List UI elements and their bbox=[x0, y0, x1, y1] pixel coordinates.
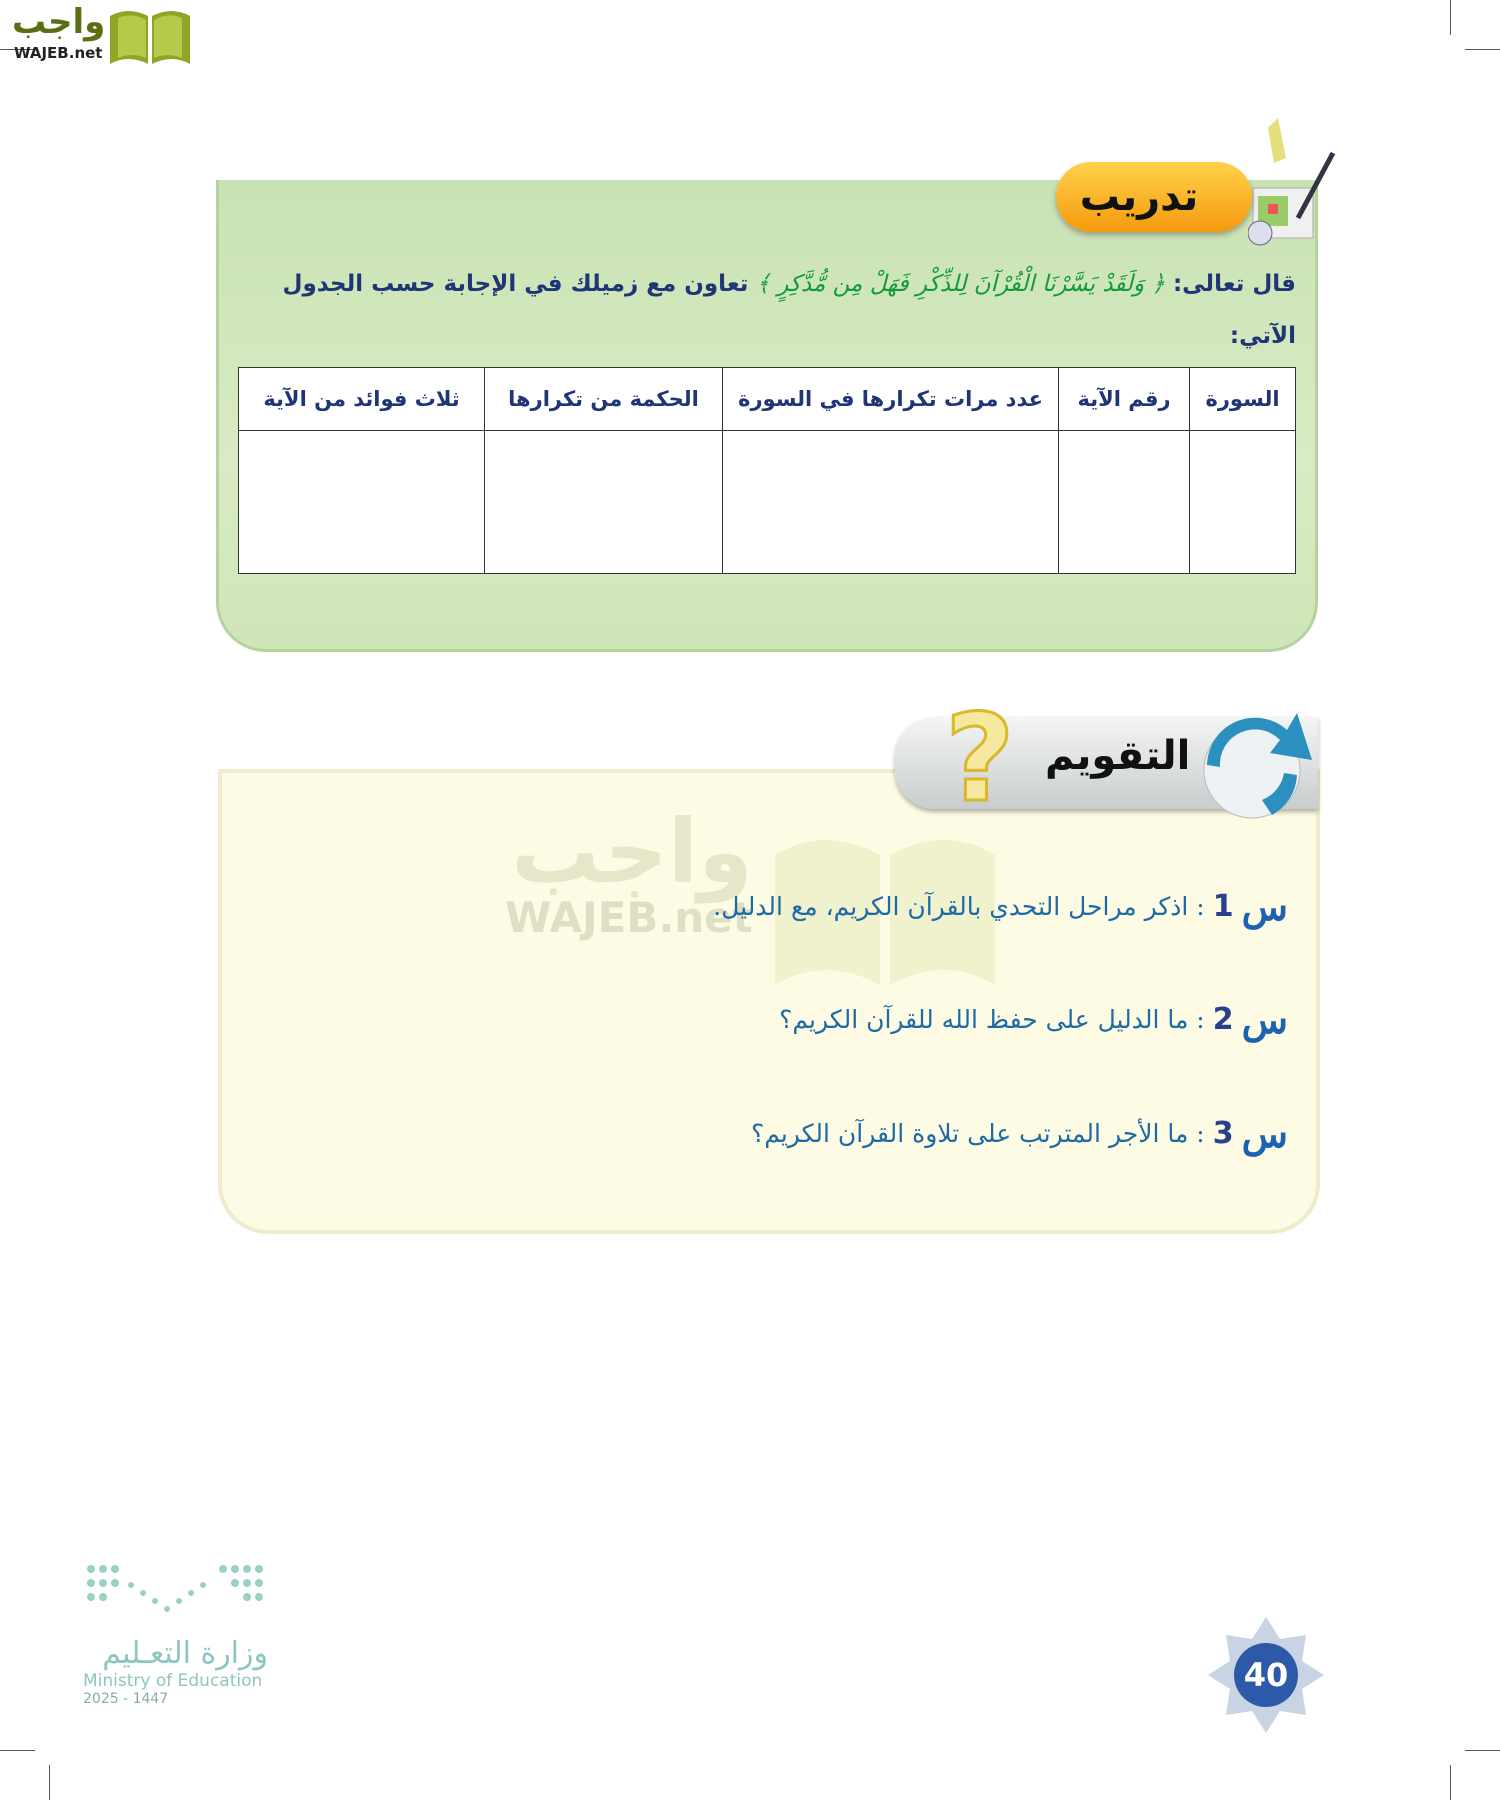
question-1 bbox=[713, 884, 1288, 929]
question-number: 3 bbox=[1212, 1116, 1234, 1151]
training-table bbox=[238, 367, 1296, 574]
page-number-badge bbox=[1208, 1617, 1324, 1733]
training-title: تدريب bbox=[1079, 174, 1199, 220]
question-text: : ما الأجر المترتب على تلاوة القرآن الكريم؟ bbox=[750, 1119, 1205, 1148]
book-icon bbox=[108, 6, 192, 66]
intro-prefix: قال تعالى: bbox=[1172, 271, 1296, 297]
question-number: 1 bbox=[1212, 889, 1234, 924]
crop-mark bbox=[0, 1750, 35, 1751]
question-number: 2 bbox=[1212, 1002, 1234, 1037]
question-text: : ما الدليل على حفظ الله للقرآن الكريم؟ bbox=[779, 1005, 1205, 1034]
academic-year: 2025 - 1447 bbox=[83, 1691, 169, 1707]
training-title-tab bbox=[1056, 162, 1252, 232]
question-label: س bbox=[1241, 1111, 1288, 1156]
evaluation-title: التقويم bbox=[1045, 733, 1191, 779]
header-benefits: ثلاث فوائد من الآية bbox=[239, 368, 485, 431]
logo-arabic: واجب bbox=[12, 2, 106, 42]
ministry-logo bbox=[83, 1561, 268, 1707]
table-header-row bbox=[239, 368, 1296, 431]
question-2 bbox=[779, 997, 1288, 1042]
header-repeat-count: عدد مرات تكرارها في السورة bbox=[723, 368, 1059, 431]
training-intro bbox=[276, 258, 1296, 362]
watermark-arabic: واجب bbox=[511, 800, 753, 903]
ministry-dots-emblem bbox=[83, 1561, 268, 1626]
crop-mark bbox=[49, 1765, 50, 1800]
answer-cell-repeat-count[interactable] bbox=[723, 431, 1059, 574]
crop-mark bbox=[1465, 49, 1500, 50]
circular-arrow-icon bbox=[1192, 705, 1318, 825]
study-tools-icon bbox=[1248, 118, 1338, 250]
logo-latin: WAJEB.net bbox=[14, 44, 103, 62]
question-text: : اذكر مراحل التحدي بالقرآن الكريم، مع الدليل. bbox=[713, 892, 1205, 921]
watermark-latin: WAJEB.net bbox=[505, 893, 753, 942]
ministry-name-arabic: وزارة التعـليم bbox=[102, 1636, 268, 1671]
crop-mark bbox=[1450, 1765, 1451, 1800]
answer-cell-benefits[interactable] bbox=[239, 431, 485, 574]
crop-mark bbox=[1465, 1750, 1500, 1751]
header-surah: السورة bbox=[1190, 368, 1296, 431]
crop-mark bbox=[1450, 0, 1451, 35]
question-label: س bbox=[1241, 997, 1288, 1042]
table-row bbox=[239, 431, 1296, 574]
header-wisdom: الحكمة من تكرارها bbox=[485, 368, 723, 431]
question-mark-icon: ? bbox=[945, 690, 1015, 829]
intro-suffix: تعاون مع زميلك في الإجابة حسب الجدول الآتي: bbox=[282, 271, 1296, 349]
question-label: س bbox=[1241, 884, 1288, 929]
page-number: 40 bbox=[1243, 1656, 1289, 1694]
question-3 bbox=[751, 1111, 1288, 1156]
answer-cell-verse-number[interactable] bbox=[1059, 431, 1190, 574]
wajeb-logo[interactable] bbox=[8, 4, 193, 68]
answer-cell-wisdom[interactable] bbox=[485, 431, 723, 574]
quran-verse: ﴿ وَلَقَدْ يَسَّرْنَا الْقُرْآنَ لِلذِّكْرِ فَهَلْ مِن مُّدَّكِرٍ ﴾ bbox=[756, 271, 1165, 297]
answer-cell-surah[interactable] bbox=[1190, 431, 1296, 574]
header-verse-number: رقم الآية bbox=[1059, 368, 1190, 431]
ministry-name-english: Ministry of Education bbox=[83, 1671, 263, 1691]
